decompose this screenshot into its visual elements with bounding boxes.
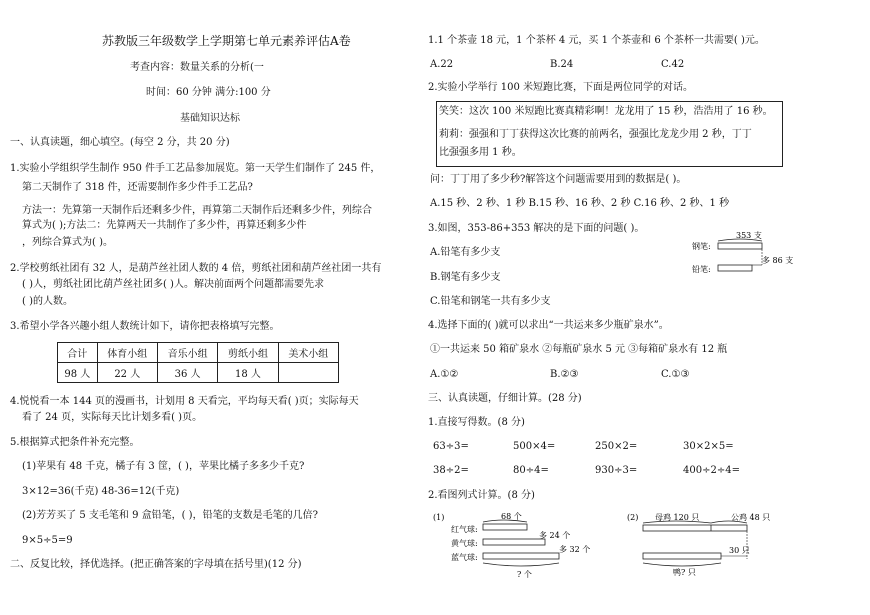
q4-line2: 看了 24 页，实际每天比计划多看( )页。	[22, 412, 203, 423]
calc-item: 930÷3=	[595, 465, 638, 476]
calc-item: 80÷4=	[513, 465, 549, 476]
table-header-row	[58, 343, 339, 363]
q5-line: 5.根据算式把条件补充完整。	[10, 437, 140, 448]
rooster-label: 公鸡 48 只	[731, 513, 771, 522]
part1-heading: 一、认真读题，细心填空。(每空 2 分，共 20 分)	[10, 137, 230, 148]
r-q3-opt-b: B.钢笔有多少支	[430, 272, 501, 283]
brace-hen	[643, 521, 711, 523]
pen-label: 钢笔:	[692, 242, 711, 251]
q1-method-line2: 算式为( );方法二：先算两天一共制作了多少件，再算还剩多少件	[22, 220, 307, 231]
q5-1-line: (1)苹果有 48 千克，橘子有 3 筐，( )，苹果比橘子多多少千克?	[22, 461, 305, 472]
r-q4-opt-c: C.①③	[661, 369, 690, 380]
r-q4-opt-b: B.②③	[550, 369, 579, 380]
brace-duck	[643, 563, 721, 566]
calc-heading: 1.直接写得数。(8 分)	[428, 417, 525, 428]
table-header: 剪纸小组	[218, 343, 278, 363]
hen-label: 母鸡 120 只	[655, 513, 700, 522]
brace-total	[483, 563, 559, 566]
part3-heading: 三、认真读题，仔细计算。(28 分)	[428, 393, 582, 404]
red-count: 68 个	[501, 512, 522, 521]
table-header: 合计	[58, 343, 98, 363]
pencil-label: 铅笔:	[692, 265, 711, 274]
total-label: 353 支	[736, 231, 762, 240]
part2-heading: 二、反复比较，择优选择。(把正确答案的字母填在括号里)(12 分)	[10, 559, 302, 570]
pen-bar	[718, 243, 762, 249]
table-row	[58, 363, 339, 383]
poultry-diagram	[625, 509, 825, 581]
r-q1-opt-b: B.24	[550, 59, 574, 70]
diff-label: 多 86 支	[762, 256, 794, 265]
table-cell: 98 人	[58, 363, 98, 383]
table-header: 音乐小组	[157, 343, 217, 363]
r-q1-opt-c: C.42	[661, 59, 685, 70]
r-q3-opt-c: C.铅笔和钢笔一共有多少支	[430, 296, 551, 307]
r-q4-opt-a: A.①②	[430, 369, 459, 380]
q2-line1: 2.学校剪纸社团有 32 人，是葫芦丝社团人数的 4 倍，剪纸社团和葫芦丝社团一共有	[10, 263, 382, 274]
fig2-number: (2)	[627, 513, 639, 522]
yellow-balloon-label: 黄气球:	[451, 539, 478, 548]
dialog-box	[436, 101, 783, 167]
dialog-line3: 比强强多用 1 秒。	[439, 147, 522, 158]
r-q1-opt-a: A.22	[430, 59, 454, 70]
r-q3-opt-a: A.铅笔有多少支	[430, 247, 501, 258]
calc-item: 63÷3=	[433, 441, 469, 452]
table-header: 美术小组	[278, 343, 338, 363]
figure-calc-heading: 2.看图列式计算。(8 分)	[428, 490, 535, 501]
table-header: 体育小组	[97, 343, 157, 363]
q2-line3: ( )的人数。	[22, 296, 73, 307]
dialog-line2: 莉莉：强强和丁丁获得这次比赛的前两名，强强比龙龙少用 2 秒，丁丁	[439, 129, 752, 140]
table-cell	[278, 363, 338, 383]
time-line: 时间：60 分钟 满分:100 分	[146, 87, 271, 98]
q1-method-line3: ，列综合算式为( )。	[22, 237, 113, 248]
r-q2-ask: 问：丁丁用了多少秒?解答这个问题需要用到的数据是( )。	[430, 174, 687, 185]
yellow-bar	[483, 539, 545, 545]
calc-item: 250×2=	[595, 441, 638, 452]
page-title: 苏教版三年级数学上学期第七单元素养评估A卷	[102, 34, 351, 48]
balloon-diagram	[431, 509, 621, 581]
red-bar	[483, 524, 527, 530]
calc-item: 500×4=	[513, 441, 556, 452]
q1-line2: 第二天制作了 318 件，还需要制作多少件手工艺品?	[22, 182, 253, 193]
r-q2-line: 2.实验小学举行 100 米短跑比赛，下面是两位同学的对话。	[428, 82, 693, 93]
q1-line1: 1.实验小学组织学生制作 950 件手工艺品参加展览。第一天学生们制作了 245 件，	[10, 163, 381, 174]
calc-item: 30×2×5=	[683, 441, 734, 452]
fig1-number: (1)	[433, 513, 445, 522]
q2-line2: ( )人，剪纸社团比葫芦丝社团多( )人。解决前面两个问题都需要先求	[22, 279, 324, 290]
scope-line: 考查内容：数量关系的分析(一	[130, 62, 264, 73]
group-table	[57, 342, 339, 383]
blue-diff: 多 32 个	[559, 545, 591, 554]
total-question: ? 个	[517, 570, 532, 579]
q1-method-line1: 方法一：先算第一天制作后还剩多少件，再算第二天制作后还剩多少件，列综合	[22, 205, 372, 216]
pencil-bar	[718, 265, 752, 271]
r-q4-line: 4.选择下面的( )就可以求出“一共运来多少瓶矿泉水”。	[428, 320, 669, 331]
r-q1-line: 1.1 个茶壶 18 元，1 个茶杯 4 元，买 1 个茶壶和 6 个茶杯一共需要( )元。	[428, 35, 765, 46]
duck-bar	[643, 553, 721, 559]
calc-item: 38÷2=	[433, 465, 469, 476]
section-title: 基础知识达标	[180, 113, 240, 124]
blue-balloon-label: 蓝气球:	[451, 553, 478, 562]
q5-1-calc: 3×12=36(千克) 48-36=12(千克)	[22, 486, 180, 497]
chicken-bar	[643, 525, 747, 531]
table-cell: 22 人	[97, 363, 157, 383]
table-cell: 36 人	[157, 363, 217, 383]
yellow-diff: 多 24 个	[539, 531, 571, 540]
duck-diff: 30 只	[729, 546, 750, 555]
r-q3-line: 3.如图，353-86+353 解决的是下面的问题( )。	[428, 223, 645, 234]
q3-line-diagram	[690, 228, 805, 278]
q5-2-line: (2)芳芳买了 5 支毛笔和 9 盒铅笔，( )，铅笔的支数是毛笔的几倍?	[22, 510, 318, 521]
q4-line1: 4.悦悦看一本 144 页的漫画书，计划用 8 天看完，平均每天看( )页；实际每天	[10, 396, 359, 407]
dialog-line1: 笑笑：这次 100 米短跑比赛真精彩啊！龙龙用了 15 秒，浩浩用了 16 秒。	[439, 106, 773, 117]
blue-bar	[483, 553, 559, 559]
q3-line: 3.希望小学各兴趣小组人数统计如下，请你把表格填写完整。	[10, 321, 280, 332]
calc-item: 400÷2÷4=	[683, 465, 740, 476]
duck-question: 鸭? 只	[673, 568, 696, 577]
table-cell: 18 人	[218, 363, 278, 383]
r-q2-opts: A.15 秒、2 秒、1 秒 B.15 秒、16 秒、2 秒 C.16 秒、2 秒、1 秒	[430, 198, 730, 209]
q5-2-calc: 9×5÷5=9	[22, 535, 73, 546]
r-q4-items: ①一共运来 50 箱矿泉水 ②每瓶矿泉水 5 元 ③每箱矿泉水有 12 瓶	[430, 344, 728, 355]
red-balloon-label: 红气球:	[451, 525, 478, 534]
